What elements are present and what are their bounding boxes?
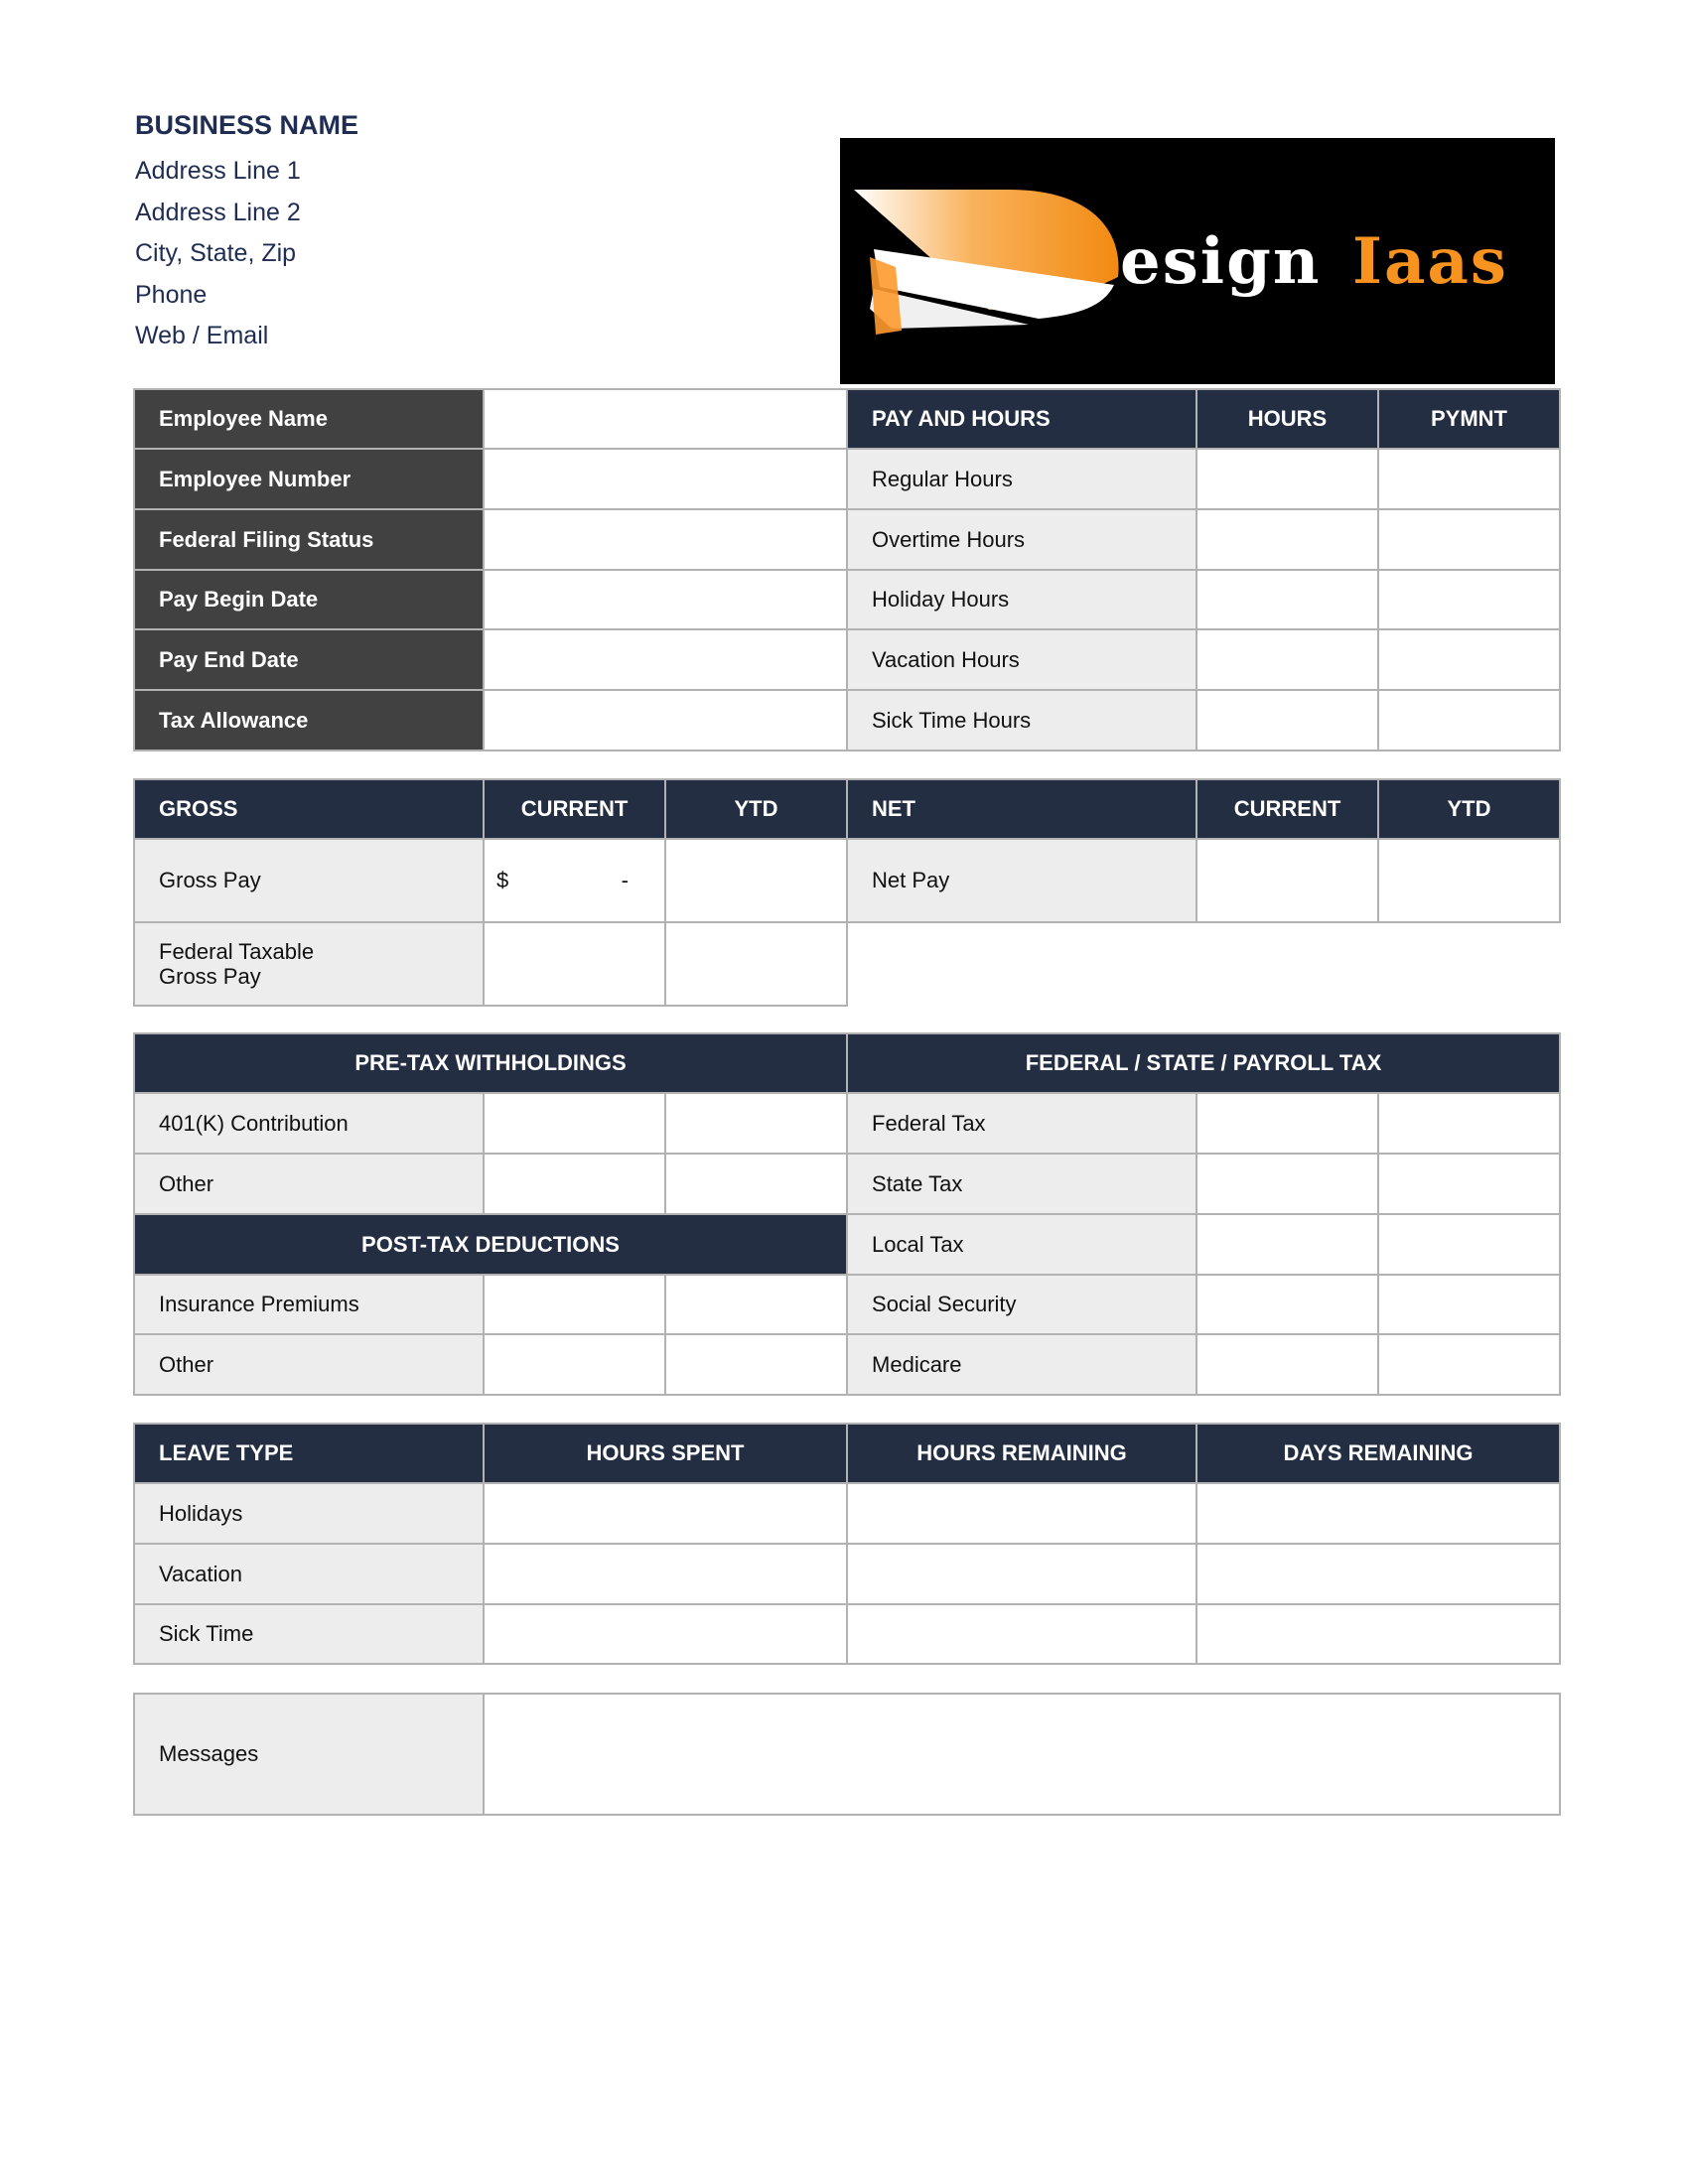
post-tax-deductions-header: POST-TAX DEDUCTIONS [134,1214,847,1275]
posttax-other-label: Other [134,1334,484,1395]
net-header: NET [847,779,1196,839]
hours-column-header: HOURS [1196,389,1378,449]
logo-graphic [840,138,1555,384]
pay-begin-date-label: Pay Begin Date [134,570,484,629]
401k-contribution-label: 401(K) Contribution [134,1093,484,1154]
tax-allowance-field[interactable] [484,690,847,751]
days-remaining-header: DAYS REMAINING [1196,1424,1560,1483]
insurance-premiums-label: Insurance Premiums [134,1275,484,1334]
local-tax-label: Local Tax [847,1214,1196,1275]
employee-number-label: Employee Number [134,449,484,509]
local-tax-current-field[interactable] [1196,1214,1378,1275]
employee-name-field[interactable] [484,389,847,449]
federal-taxable-ytd-field[interactable] [665,922,847,1006]
address-line-1: Address Line 1 [135,157,301,185]
web-email-line: Web / Email [135,322,269,349]
state-tax-ytd-field[interactable] [1378,1154,1560,1214]
sick-time-hours-label: Sick Time Hours [847,690,1196,751]
401k-ytd-field[interactable] [665,1093,847,1154]
posttax-other-ytd-field[interactable] [665,1334,847,1395]
insurance-ytd-field[interactable] [665,1275,847,1334]
employee-number-field[interactable] [484,449,847,509]
net-pay-label: Net Pay [847,839,1196,922]
employee-pay-hours-table [133,388,1561,751]
sick-time-pymnt-field[interactable] [1378,690,1560,751]
regular-pymnt-field[interactable] [1378,449,1560,509]
sick-time-hours-remaining-field[interactable] [847,1604,1196,1664]
overtime-hours-field[interactable] [1196,509,1378,570]
leave-type-header: LEAVE TYPE [134,1424,484,1483]
vacation-days-remaining-field[interactable] [1196,1544,1560,1604]
pretax-other-current-field[interactable] [484,1154,665,1214]
pretax-other-label: Other [134,1154,484,1214]
company-logo [840,138,1555,384]
pre-tax-withholdings-header: PRE-TAX WITHHOLDINGS [134,1033,847,1093]
social-security-label: Social Security [847,1275,1196,1334]
sick-time-hours-spent-field[interactable] [484,1604,847,1664]
overtime-hours-label: Overtime Hours [847,509,1196,570]
federal-state-payroll-tax-header: FEDERAL / STATE / PAYROLL TAX [847,1033,1560,1093]
withholdings-taxes-table [133,1032,1561,1396]
net-pay-ytd-field[interactable] [1378,839,1560,922]
social-security-current-field[interactable] [1196,1275,1378,1334]
employee-name-label: Employee Name [134,389,484,449]
vacation-hours-field[interactable] [1196,629,1378,690]
federal-tax-ytd-field[interactable] [1378,1093,1560,1154]
net-pay-current-field[interactable] [1196,839,1378,922]
holidays-label: Holidays [134,1483,484,1544]
business-info [135,105,358,357]
insurance-current-field[interactable] [484,1275,665,1334]
federal-taxable-line-2: Gross Pay [159,964,261,989]
logo-text-accent: Iaas [1352,224,1508,299]
tax-allowance-label: Tax Allowance [134,690,484,751]
federal-tax-label: Federal Tax [847,1093,1196,1154]
pay-hours-header: PAY AND HOURS [847,389,1196,449]
messages-field[interactable] [484,1694,1560,1815]
gross-pay-value: - [621,868,629,892]
city-state-zip: City, State, Zip [135,239,297,267]
hours-remaining-header: HOURS REMAINING [847,1424,1196,1483]
pymnt-column-header: PYMNT [1378,389,1560,449]
holiday-hours-field[interactable] [1196,570,1378,629]
vacation-hours-label: Vacation Hours [847,629,1196,690]
federal-taxable-current-field[interactable] [484,922,665,1006]
federal-taxable-gross-label [134,922,484,1006]
medicare-current-field[interactable] [1196,1334,1378,1395]
gross-pay-ytd-field[interactable] [665,839,847,922]
messages-label: Messages [134,1694,484,1815]
gross-net-table [133,778,1561,1007]
state-tax-current-field[interactable] [1196,1154,1378,1214]
address-line-2: Address Line 2 [135,198,301,226]
messages-table [133,1693,1561,1816]
pay-end-date-label: Pay End Date [134,629,484,690]
vacation-hours-spent-field[interactable] [484,1544,847,1604]
state-tax-label: State Tax [847,1154,1196,1214]
vacation-label: Vacation [134,1544,484,1604]
local-tax-ytd-field[interactable] [1378,1214,1560,1275]
pay-end-date-field[interactable] [484,629,847,690]
gross-pay-label: Gross Pay [134,839,484,922]
holidays-days-remaining-field[interactable] [1196,1483,1560,1544]
holidays-hours-spent-field[interactable] [484,1483,847,1544]
hours-spent-header: HOURS SPENT [484,1424,847,1483]
holidays-hours-remaining-field[interactable] [847,1483,1196,1544]
phone-line: Phone [135,280,208,309]
sick-time-days-remaining-field[interactable] [1196,1604,1560,1664]
medicare-label: Medicare [847,1334,1196,1395]
pretax-other-ytd-field[interactable] [665,1154,847,1214]
net-current-header: CURRENT [1196,779,1378,839]
gross-pay-current-field[interactable] [484,839,665,922]
vacation-hours-remaining-field[interactable] [847,1544,1196,1604]
holiday-hours-label: Holiday Hours [847,570,1196,629]
pay-begin-date-field[interactable] [484,570,847,629]
regular-hours-field[interactable] [1196,449,1378,509]
federal-filing-status-label: Federal Filing Status [134,509,484,570]
federal-tax-current-field[interactable] [1196,1093,1378,1154]
federal-taxable-line-1: Federal Taxable [159,939,315,964]
holiday-pymnt-field[interactable] [1378,570,1560,629]
regular-hours-label: Regular Hours [847,449,1196,509]
gross-current-header: CURRENT [484,779,665,839]
logo-text-main: esign [1120,224,1322,299]
currency-symbol: $ [496,868,509,892]
sick-time-hours-field[interactable] [1196,690,1378,751]
posttax-other-current-field[interactable] [484,1334,665,1395]
medicare-ytd-field[interactable] [1378,1334,1560,1395]
gross-ytd-header: YTD [665,779,847,839]
sick-time-label: Sick Time [134,1604,484,1664]
overtime-pymnt-field[interactable] [1378,509,1560,570]
net-ytd-header: YTD [1378,779,1560,839]
federal-filing-status-field[interactable] [484,509,847,570]
vacation-pymnt-field[interactable] [1378,629,1560,690]
business-name: BUSINESS NAME [135,110,359,140]
leave-table [133,1423,1561,1665]
social-security-ytd-field[interactable] [1378,1275,1560,1334]
401k-current-field[interactable] [484,1093,665,1154]
gross-header: GROSS [134,779,484,839]
empty-space [847,922,1560,1006]
